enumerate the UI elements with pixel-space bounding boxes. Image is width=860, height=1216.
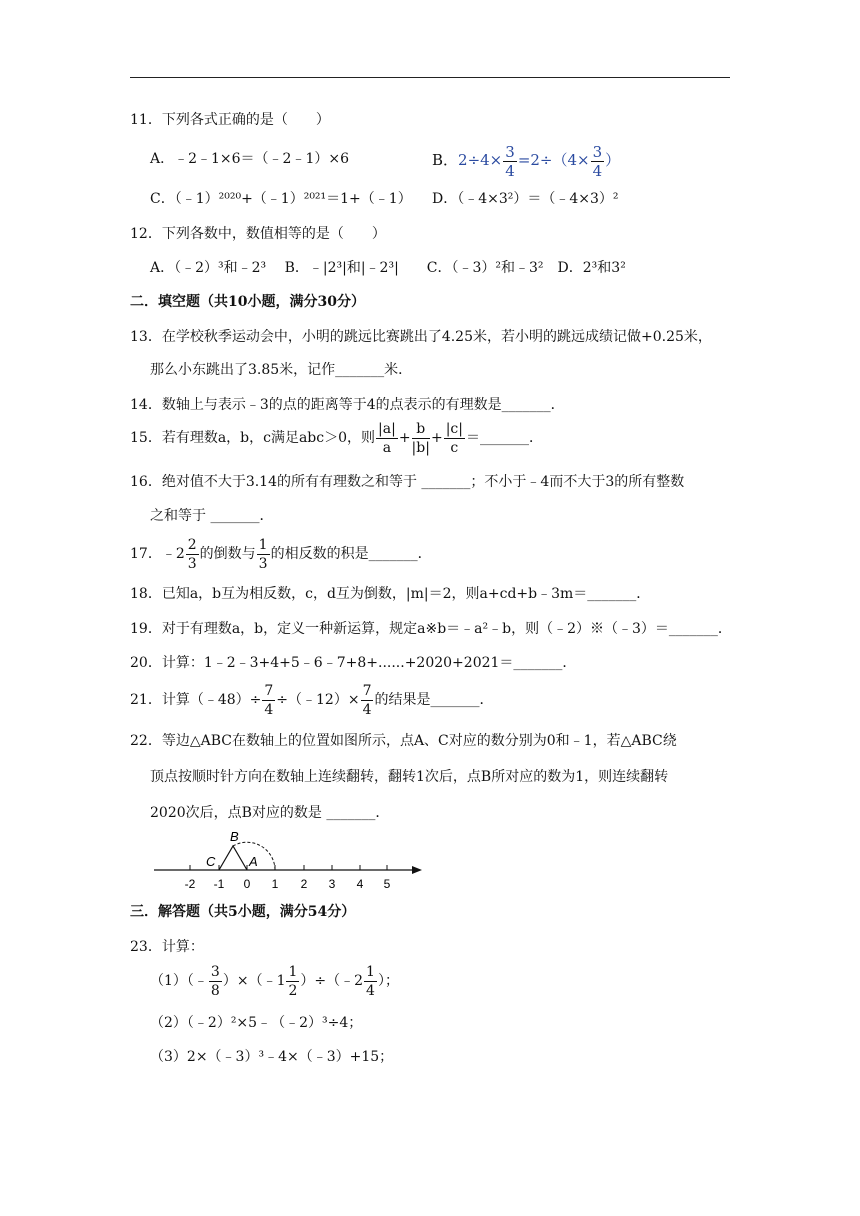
q14-text: 14．数轴上与表示﹣3的点的距离等于4的点表示的有理数是_______． bbox=[130, 397, 565, 413]
q11-option-d: D．（﹣4×3²）＝（﹣4×3）² bbox=[432, 191, 619, 207]
tick-label: -1 bbox=[213, 877, 225, 891]
q16-line1: 16．绝对值不大于3.14的所有有理数之和等于 _______；不小于﹣4而不大于3的所有整数 bbox=[130, 474, 685, 490]
q20-text: 20．计算：1﹣2﹣3+4+5﹣6﹣7+8+......+2020+2021＝_______． bbox=[130, 655, 577, 671]
q12-stem: 12．下列各数中，数值相等的是（ ） bbox=[130, 226, 386, 242]
q23-part1: （1）（﹣ $\frac{3}{8}$ ）×（﹣1 $\frac{1}{2}$ ）÷（﹣2 $\frac{1}{4}$ ）； bbox=[150, 963, 399, 999]
q11-option-c: C．（﹣1）²⁰²⁰+（﹣1）²⁰²¹＝1+（﹣1） bbox=[150, 191, 412, 207]
section-2-heading: 二．填空题（共10小题，满分30分） bbox=[130, 294, 365, 310]
q11-stem: 11．下列各式正确的是（ ） bbox=[130, 112, 330, 128]
number-line-figure bbox=[150, 826, 430, 896]
section-3-heading: 三．解答题（共5小题，满分54分） bbox=[130, 904, 356, 920]
q12-options: A．（﹣2）³和﹣2³ B．﹣|2³|和|﹣2³| C．（﹣3）²和﹣3² D．2³和3² bbox=[150, 260, 626, 276]
q23-part3: （3）2×（﹣3）³﹣4×（﹣3）+15； bbox=[150, 1049, 394, 1065]
q21-text: 21．计算（﹣48）÷ $\frac{7}{4}$ ÷（﹣12）× $\frac{7}{4}$ 的结果是_______． bbox=[130, 682, 494, 718]
tick-label: -2 bbox=[184, 877, 196, 891]
point-b-label: B bbox=[230, 829, 239, 844]
tick-label: 4 bbox=[356, 877, 364, 891]
q11-option-a: A．﹣2﹣1×6＝（﹣2﹣1）×6 bbox=[150, 151, 350, 167]
tick-label: 3 bbox=[328, 877, 336, 891]
q16-line2: 之和等于 _______． bbox=[150, 508, 274, 524]
q23-stem: 23．计算： bbox=[130, 939, 204, 955]
axis-arrow bbox=[412, 866, 422, 874]
header-rule bbox=[130, 77, 730, 78]
triangle-abc bbox=[219, 846, 247, 870]
q23-part2: （2）（﹣2）²×5﹣（﹣2）³÷4； bbox=[150, 1015, 363, 1031]
tick-label: 2 bbox=[300, 877, 308, 891]
q19-text: 19．对于有理数a，b，定义一种新运算，规定a※b＝﹣a²﹣b，则（﹣2）※（﹣3）＝_______． bbox=[130, 621, 732, 637]
q22-line2: 顶点按顺时针方向在数轴上连续翻转，翻转1次后，点B所对应的数为1，则连续翻转 bbox=[150, 769, 669, 785]
q15-text: 15．若有理数a，b，c满足abc＞0，则 $\frac{|a|}{a}$ + $\frac{b}{|b|}$ + $\frac{|c|}{c}$ ＝_______． bbox=[130, 420, 543, 456]
tick-label: 0 bbox=[243, 877, 251, 891]
q18-text: 18．已知a，b互为相反数，c，d互为倒数，|m|＝2，则a+cd+b﹣3m＝_______． bbox=[130, 586, 651, 602]
point-a-label: A bbox=[249, 854, 258, 869]
q22-line1: 22．等边△ABC在数轴上的位置如图所示，点A、C对应的数分别为0和﹣1，若△ABC绕 bbox=[130, 733, 677, 749]
point-c-label: C bbox=[206, 854, 216, 869]
tick-label: 1 bbox=[271, 877, 279, 891]
q11-option-b: B．2÷4× $\frac{3}{4}$ =2÷（4× $\frac{3}{4}$ ） bbox=[432, 142, 621, 180]
q17-text: 17．﹣2 $\frac{2}{3}$ 的倒数与 $\frac{1}{3}$ 的相反数的积是_______． bbox=[130, 536, 432, 572]
q13-line1: 13．在学校秋季运动会中，小明的跳远比赛跳出了4.25米，若小明的跳远成绩记做+0.25米， bbox=[130, 329, 712, 345]
tick-label: 5 bbox=[383, 877, 391, 891]
q22-line3: 2020次后，点B对应的数是 _______． bbox=[150, 805, 390, 821]
q13-line2: 那么小东跳出了3.85米，记作_______米． bbox=[150, 362, 413, 378]
